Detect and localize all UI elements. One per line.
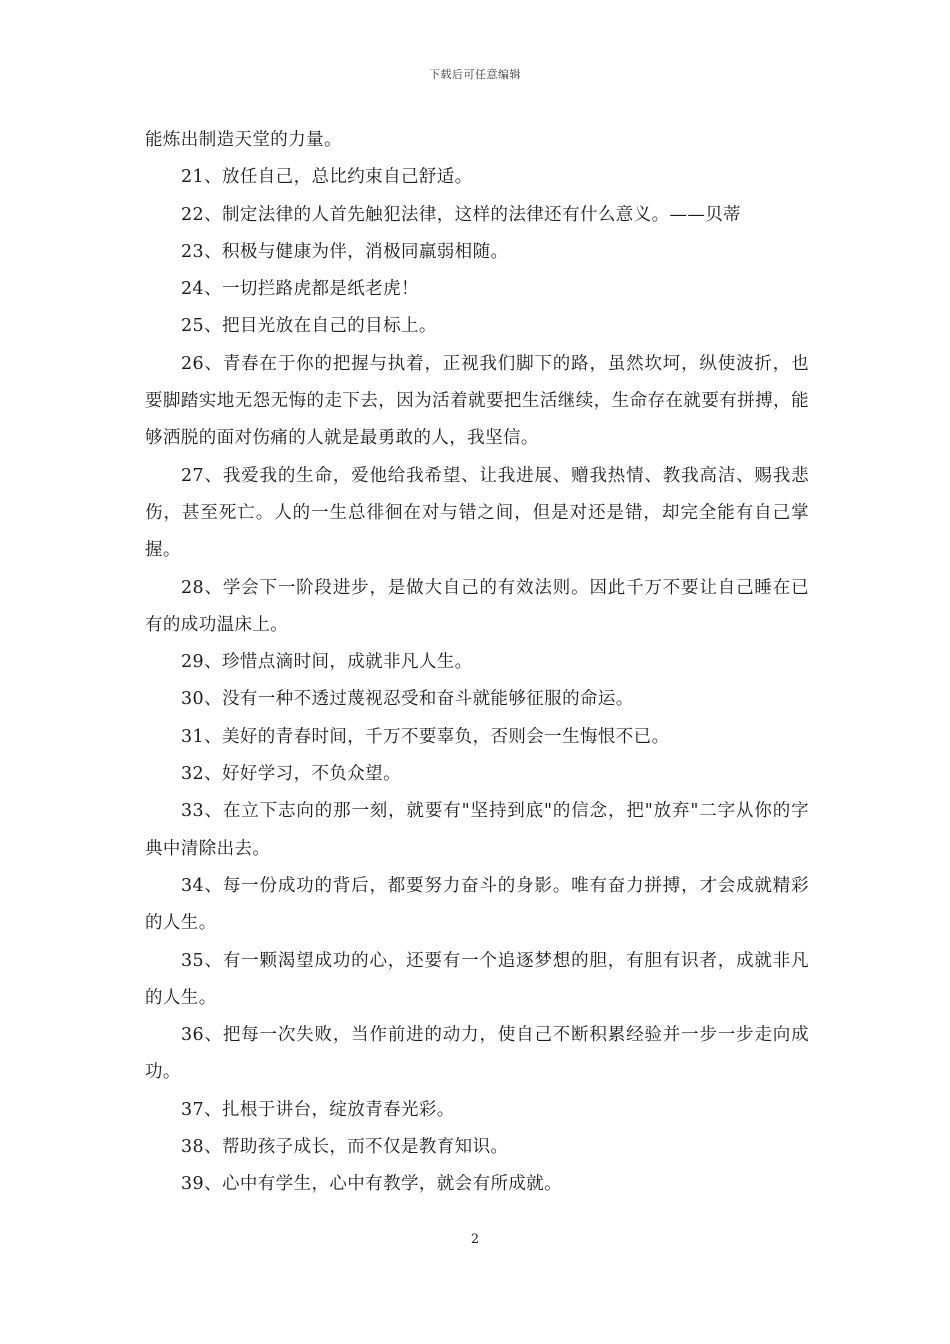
- paragraph-30: 30、没有一种不透过蔑视忍受和奋斗就能够征服的命运。: [181, 689, 634, 710]
- paragraph-34: 34、每一份成功的背后，都要努力奋斗的身影。唯有奋力拼搏，才会成就精彩的人生。: [145, 875, 809, 934]
- paragraph-26: 26、青春在于你的把握与执着，正视我们脚下的路，虽然坎坷，纵使波折，也要脚踏实地无怨无悔的走下去，因为活着就要把生活继续，生命存在就要有拼搏，能够洒脱的面对伤痛的人就是最勇敢的人，我坚信。: [145, 353, 809, 449]
- paragraph-29: 29、珍惜点滴时间，成就非凡人生。: [181, 652, 473, 673]
- paragraph-27: 27、我爱我的生命，爱他给我希望、让我进展、赠我热情、教我高洁、赐我悲伤，甚至死亡。人的一生总徘徊在对与错之间，但是对还是错，却完全能有自己掌握。: [145, 465, 809, 561]
- paragraph-39: 39、心中有学生，心中有教学，就会有所成就。: [181, 1174, 563, 1195]
- paragraph-25: 25、把目光放在自己的目标上。: [181, 316, 437, 337]
- paragraph-37: 37、扎根于讲台，绽放青春光彩。: [181, 1099, 455, 1120]
- paragraph-31: 31、美好的青春时间，千万不要辜负，否则会一生悔恨不已。: [181, 726, 670, 747]
- paragraph-21: 21、放任自己，总比约束自己舒适。: [181, 167, 473, 188]
- paragraph-32: 32、好好学习，不负众望。: [181, 764, 401, 785]
- document-body: [145, 122, 809, 1204]
- paragraph-24: 24、一切拦路虎都是纸老虎！: [181, 279, 419, 300]
- paragraph-22: 22、制定法律的人首先触犯法律，这样的法律还有什么意义。——贝蒂: [181, 204, 742, 225]
- paragraph-continuation: 能炼出制造天堂的力量。: [145, 130, 342, 150]
- paragraph-28: 28、学会下一阶段进步，是做大自己的有效法则。因此千万不要让自己睡在已有的成功温床上。: [145, 577, 809, 635]
- paragraph-38: 38、帮助孩子成长，而不仅是教育知识。: [181, 1137, 509, 1158]
- paragraph-33: 33、在立下志向的那一刻，就要有"坚持到底"的信念，把"放弃"二字从你的字典中清除出去。: [145, 801, 809, 859]
- paragraph-35: 35、有一颗渴望成功的心，还要有一个追逐梦想的胆，有胆有识者，成就非凡的人生。: [145, 950, 809, 1008]
- page-header: 下载后可任意编辑: [429, 68, 521, 81]
- paragraph-23: 23、积极与健康为伴，消极同羸弱相随。: [181, 241, 509, 262]
- paragraph-36: 36、把每一次失败，当作前进的动力，使自己不断积累经验并一步一步走向成功。: [145, 1025, 809, 1083]
- page-number: 2: [470, 1232, 480, 1247]
